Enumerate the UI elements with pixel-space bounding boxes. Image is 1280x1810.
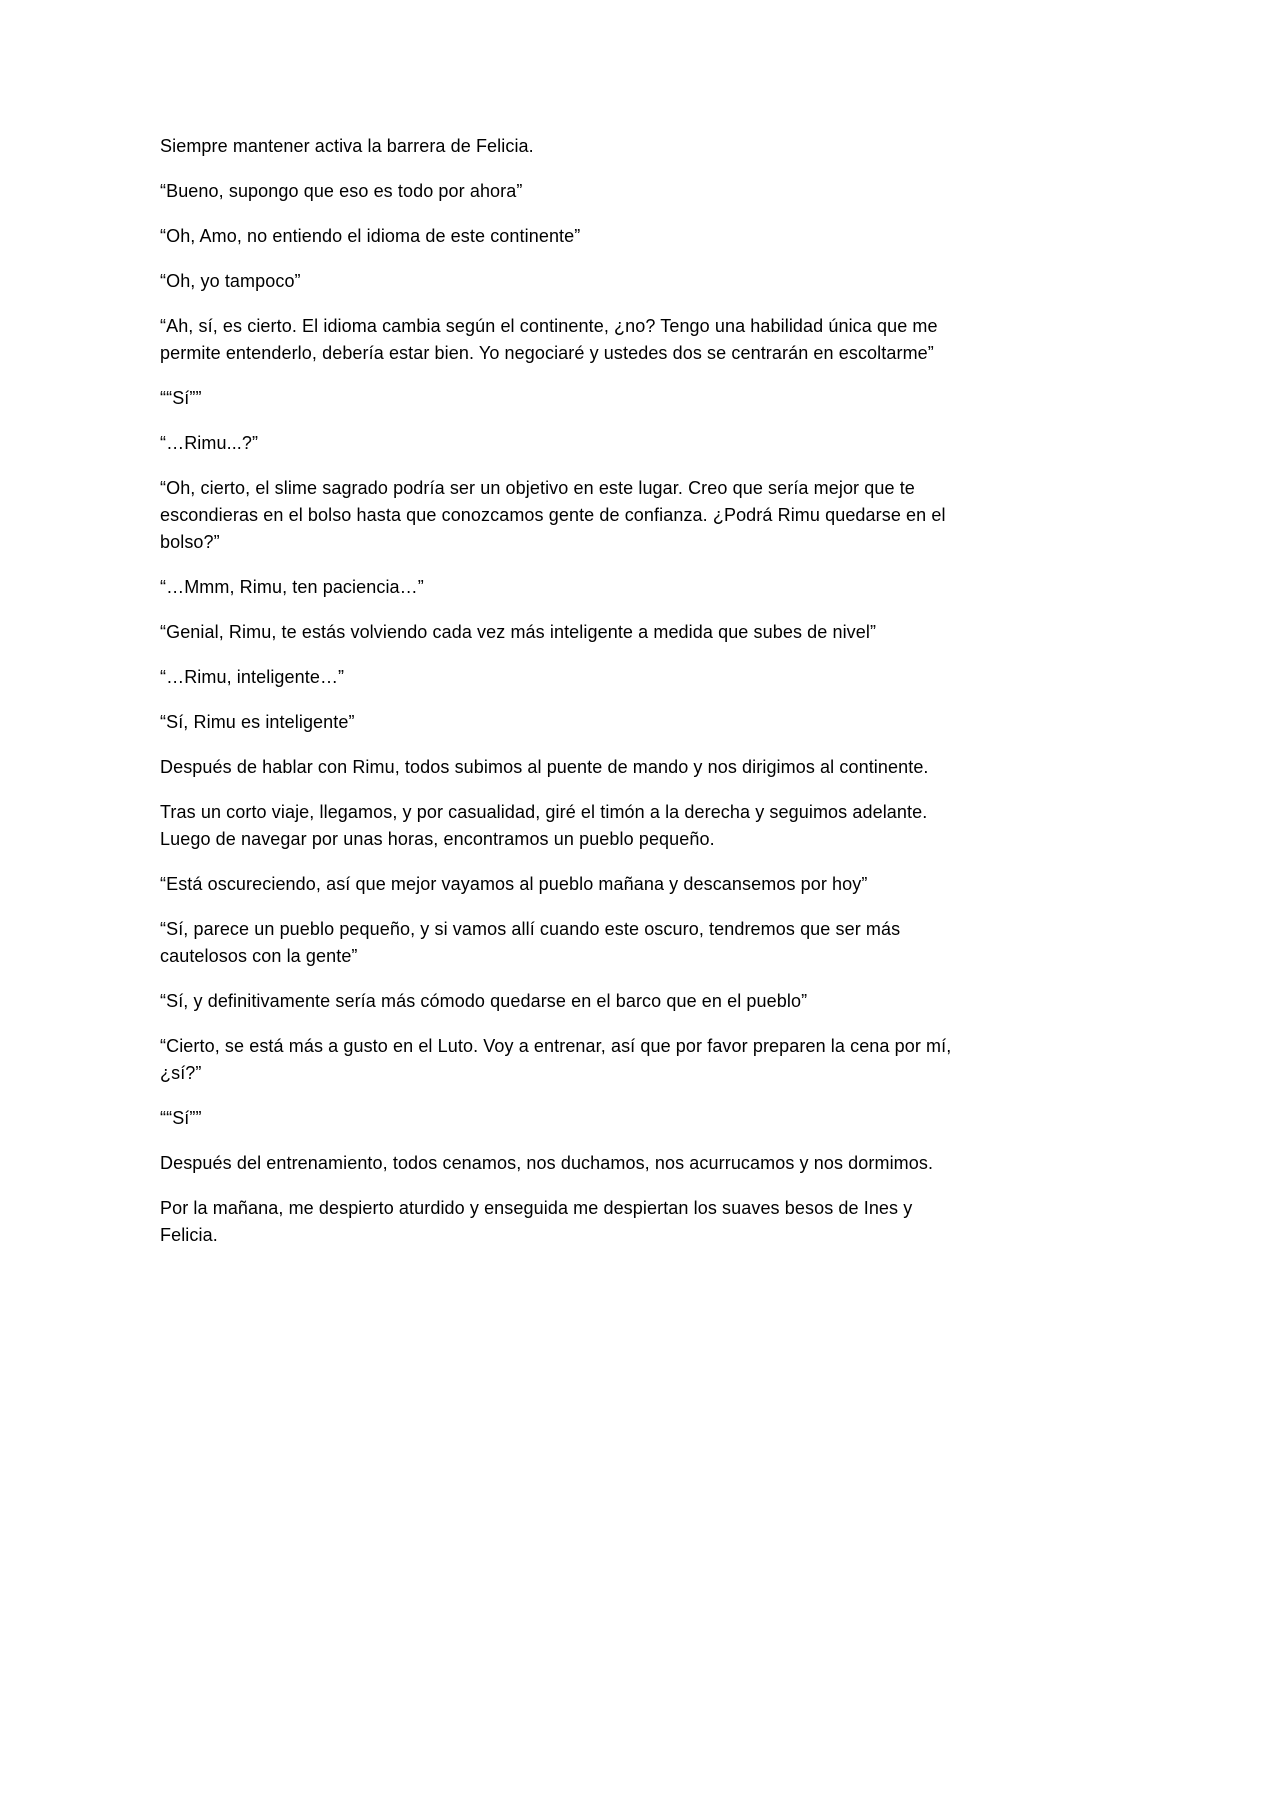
paragraph: “…Mmm, Rimu, ten paciencia…” — [160, 577, 424, 597]
paragraph: “Oh, cierto, el slime sagrado podría ser un objetivo en este lugar. Creo que sería mejor que te escondieras en el bolso hasta que conozcamos gente de confianza. ¿Podrá Rimu quedarse en el bolso?” — [160, 478, 951, 552]
paragraph: “Sí, parece un pueblo pequeño, y si vamos allí cuando este oscuro, tendremos que ser más cautelosos con la gente” — [160, 919, 906, 966]
paragraph: “Genial, Rimu, te estás volviendo cada vez más inteligente a medida que subes de nivel” — [160, 622, 877, 642]
paragraph: “Oh, Amo, no entiendo el idioma de este continente” — [160, 226, 581, 246]
paragraph: Tras un corto viaje, llegamos, y por casualidad, giré el timón a la derecha y seguimos adelante. Luego de navegar por unas horas, encontramos un pueblo pequeño. — [160, 802, 933, 849]
paragraph: ““Sí”” — [160, 1108, 202, 1128]
paragraph: Por la mañana, me despierto aturdido y enseguida me despiertan los suaves besos de Ines y Felicia. — [160, 1198, 918, 1245]
paragraph: “Ah, sí, es cierto. El idioma cambia según el continente, ¿no? Tengo una habilidad única que me permite entenderlo, debería estar bien. Yo negociaré y ustedes dos se centrarán en escoltarme” — [160, 316, 943, 363]
paragraph: Después del entrenamiento, todos cenamos, nos duchamos, nos acurrucamos y nos dormimos. — [160, 1153, 934, 1173]
paragraph: “Sí, Rimu es inteligente” — [160, 712, 355, 732]
paragraph: ““Sí”” — [160, 388, 202, 408]
paragraph: “Sí, y definitivamente sería más cómodo quedarse en el barco que en el pueblo” — [160, 991, 808, 1011]
paragraph: “Cierto, se está más a gusto en el Luto. Voy a entrenar, así que por favor preparen la cena por mí, ¿sí?” — [160, 1036, 957, 1083]
paragraph: “Está oscureciendo, así que mejor vayamos al pueblo mañana y descansemos por hoy” — [160, 874, 868, 894]
document-content — [160, 133, 955, 1249]
paragraph: Siempre mantener activa la barrera de Felicia. — [160, 136, 534, 156]
paragraph: “…Rimu...?” — [160, 433, 259, 453]
paragraph: Después de hablar con Rimu, todos subimos al puente de mando y nos dirigimos al continente. — [160, 757, 929, 777]
paragraph: “…Rimu, inteligente…” — [160, 667, 345, 687]
paragraph: “Bueno, supongo que eso es todo por ahora” — [160, 181, 523, 201]
paragraph: “Oh, yo tampoco” — [160, 271, 301, 291]
